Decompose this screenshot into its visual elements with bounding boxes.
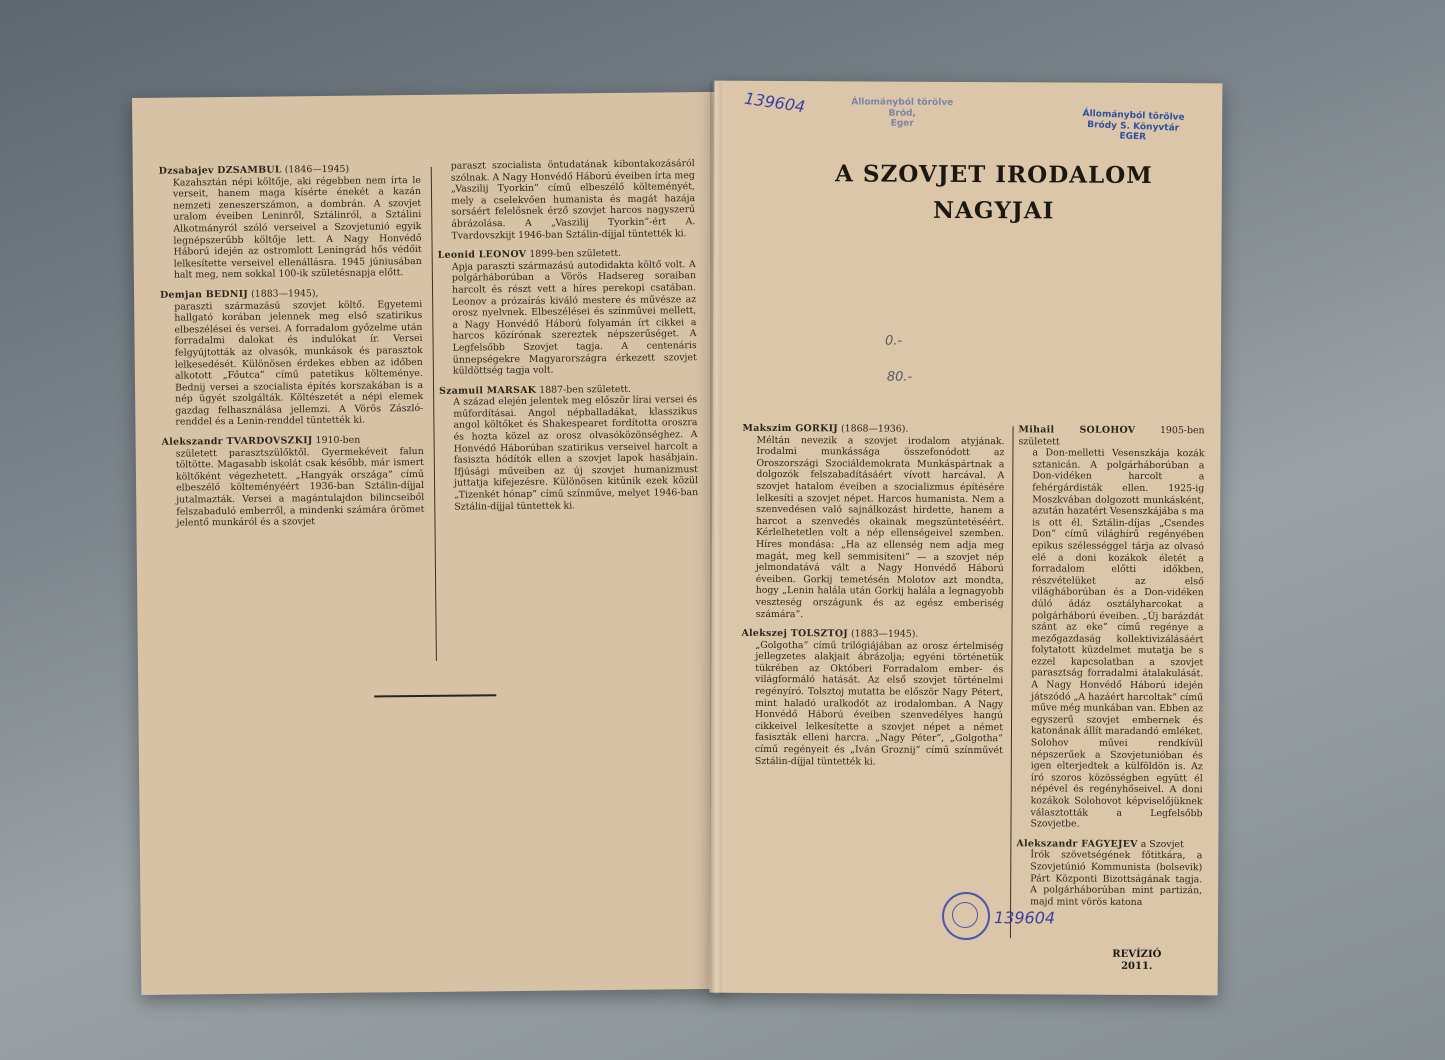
entry-tolsztoj (741, 628, 1004, 768)
entry-name: Mihail SOLOHOV (1018, 424, 1136, 436)
entry-name: Alekszandr FAGYEJEV (1016, 838, 1138, 850)
entry-dates: (1846—1945) (284, 163, 350, 176)
pencil-note: 80.- (886, 369, 913, 385)
entry-dates: 1910-ben (315, 434, 361, 447)
entry-name: Leonid LEONOV (437, 249, 527, 261)
entry-text: a Don-melletti Vesenszkája kozák sztanicán. A polgárháborúban a Don-vidéken harcolt a fehérgárdisták ellen. 1925-ig Moszkvában dolgozott munkásként, azután hazatért Vesenszkájába s ma is ott él. Sztálin-díjas „Csendes Don” című világhírű regényében epikus szélességgel tárja az olvasó elé a doni kozákok életét a forradalom előtti időkben, részvételüket az első világháborúban és a Don-vidéken dúló ádáz osztályharcokat a polgárháború éveiben. „Új barázdát szánt az eke” című regénye a mezőgazdaság kollektivizálásáért folytatott küzdelmet mutatja be s ezzel kapcsolatban a szovjet parasztság forradalmi átalakulását. A Nagy Honvédő Háború idején játszódó „A hazáért harcoltak” című műve még munkában van. Ebben az egyszerű szovjet embernek és katonának állít maradandó emléket. Solohov művei rendkívül népszerűek a Szovjetunióban és igen elterjedtek a külföldön is. Az író szoros közösségben együtt él népével és regényhőseivel. A doni kozákok Solohovot képviselőjüknek választották a Legfelsőbb Szovjetbe. (1030, 447, 1205, 830)
entry-name: Makszim GORKIJ (742, 422, 839, 435)
title-line: NAGYJAI (932, 196, 1055, 225)
stamp-line: EGER (1119, 131, 1147, 143)
entry-text: paraszti származású szovjet költő. Egyetemi hallgató korában jelennek meg első szatirikus elbeszélései és versei. A forradalom győzelme után forradalmi dalokat és indulókat ír. Versei felgyújtották az olvasók, munkások és parasztok lelkesedését. Különösen érdekes ebben az időben alkotott „Főutca” című patetikus költeménye. Bednij versei a szocialista építés korszakában is a nép ügyét szolgálták. Költészetét a népi elemek gazdag felhasználása jellemzi. A Vörös Zászló-renddel és a Lenin-renddel tüntették ki. (174, 298, 424, 429)
entry-dates: a Szovjet (1140, 838, 1184, 850)
entry-dates: (1883—1945). (850, 628, 919, 640)
library-round-stamp (942, 892, 990, 940)
entry-text: született parasztszülőktől. Gyermekéveit falun töltötte. Magasabb iskolát csak később, már ismert költőként végezhetett. „Hangyák országa” című elbeszélő költeményéért 1936-ban Sztálin-díjjal jutalmazták. Versei a magántulajdon bilincseiből felszabaduló emberről, a mindenki számára örömet jelentő munkáról és a szovjet (175, 445, 425, 529)
entry-marsak (439, 383, 698, 513)
entry-dates: 1905-ben született (1018, 425, 1205, 448)
entry-dates: 1887-ben született. (539, 383, 632, 396)
entry-name: Alekszej TOLSZTOJ (741, 627, 849, 640)
entry-text: Kazahsztán népi költője, aki régebben nem írta le verseit, hanem maga kísérte énekét a kazán nemzeti zeneszerszámon, a dombrán. A szovjet uralom éveiben Leninről, Sztálinról, a Sztálini Alkotmányról szóló verseivel a Szovjetunió egyik legnépszerűbb költője lett. A Nagy Honvédő Háború idején az ostromlott Leningrád hős védőit lelkesítette verseivel ellenállásra. 1945 júniusában halt meg, nem sokkal 100-ik születésnapja előtt. (172, 174, 422, 281)
entry-name: Szamuil MARSAK (439, 384, 537, 397)
stamp-line: Bródy S. Könyvtár (1087, 119, 1180, 134)
document-title (784, 156, 1204, 230)
entry-text: paraszt szocialista öntudatának kibontakozásáról szólnak. A Nagy Honvédő Háború éveiben írta meg „Vaszilij Tyorkin” című elbeszélő költeményét, mely a cselekvően humanista és magát hazája sorsáért felelősnek érző szovjet harcos nagyszerű ábrázolása. A „Vaszilij Tyorkin”-ért A. Tvardovszkijt 1946-ban Sztálin-díjjal tüntették ki. (450, 158, 696, 242)
revision-label: REVÍZIÓ (1112, 948, 1162, 961)
entry-name: Dzsabajev DZSAMBUL (158, 164, 282, 177)
column-divider (1010, 426, 1014, 938)
revision-stamp (1102, 949, 1172, 973)
left-page (132, 92, 729, 995)
entry-dates: (1868—1936). (840, 423, 909, 435)
entry-fagyejev (1016, 838, 1202, 909)
entry-solohov (1016, 424, 1204, 831)
title-line: A SZOVJET IRODALOM (835, 160, 1153, 189)
page-fold (710, 82, 722, 994)
faded-stamp-line: Állományból törölve (851, 97, 954, 108)
entry-dates: 1899-ben született. (529, 248, 622, 261)
column-divider (431, 167, 437, 661)
entry-name: Alekszandr TVARDOVSZKIJ (161, 435, 313, 448)
entry-bednij (160, 287, 423, 429)
entry-gorkij (742, 423, 1005, 621)
end-rule (374, 694, 496, 697)
right-column-2 (1016, 424, 1205, 916)
entry-text: „Golgotha” című trilógiájában az orosz értelmiség jellegzetes alakjait ábrázolja; egyéni történetük tükrében az Októberi Forradalom ember- és világformáló hatását. Az első szovjet történelmi regényíró. Tolsztoj mutatta be először Nagy Pétert, mint haladó uralkodót az irodalomban. A Nagy Honvédő Háború éveiben szenvedélyes hangú cikkeivel lelkesítette a szovjet népet a német fasiszták elleni harcra. „Nagy Péter”, „Golgotha” című regényeit és „Iván Groznij” című színművét Sztálin-díjjal tüntették ki. (754, 639, 1004, 768)
faded-stamp (832, 97, 972, 129)
entry-leonov (438, 247, 697, 377)
entry-dates: (1883—1945), (251, 287, 319, 300)
pencil-note: 0.- (884, 333, 903, 349)
entry-tvardovszkij-cont (437, 158, 696, 242)
entry-text: Írók szövetségének főtitkára, a Szovjetúnió Kommunista (bolsevik) Párt Központi Bizottságának tagja. A polgárháborúban mint partizán, majd mint vörös katona (1030, 849, 1203, 908)
revision-year: 2011. (1121, 960, 1153, 972)
entry-text: Méltán nevezik a szovjet irodalom atyjának. Irodalmi munkássága összefonódott az Oroszországi Szociáldemokrata Munkáspártnak a dolgozók felszabadításáért vívott harcával. A szovjet hatalom éveiben a szocializmus építésére lelkesíti a szovjet népet. Harcos humanista. Nem a szenvedésen való sajnálkozást hirdette, hanem a harcot a szenvedés okainak megszüntetéséért. Kérlelhetetlen volt a nép ellenségeivel szemben. Híres mondása: „Ha az ellenség nem adja meg magát, meg kell semmisíteni” — a szovjet nép jelmondatává vált a Nagy Honvédő Háború éveiben. Gorkij temetésén Molotov azt mondta, hogy „Lenin halála után Gorkij halála a legnagyobb veszteség országunk és az egész emberiség számára”. (755, 434, 1005, 620)
entry-tvardovszkij (162, 434, 425, 529)
inventory-number-handwritten: 139604 (743, 88, 807, 117)
round-stamp-number: 139604 (993, 908, 1056, 928)
entry-text: Apja paraszti származású autodidakta költő volt. A polgárháborúban a Vörös Hadsereg soraiban harcolt és részt vett a híres perekopi csatában. Leonov a prózaírás kiváló mestere és művésze az orosz nyelvnek. Elbeszélései és színművei mellett, a Nagy Honvédő Háború folyamán írt cikkei a harcos közírónak szereztek népszerűséget. A Legfelsőbb Szovjet tagja. A centenáris ünnepségekre Magyarországra érkezett szovjet küldöttség tagja volt. (451, 258, 697, 377)
faded-stamp-line: Bród, (888, 108, 916, 119)
left-column-1 (159, 163, 425, 538)
faded-stamp-line: Eger (890, 118, 914, 129)
entry-text: A század elején jelentek meg először lírai versei és műfordításai. Angol népballadákat, klasszikus angol költőket és Shakespearet fordította oroszra és hozta közel az orosz olvasóközönséghez. A Honvédő Háborúban szatirikus verseivel harcolt a fasiszta hódítók ellen a szovjet lapok hasábjain. Ifjúsági műveiben az új szovjet humanizmust juttatja kifejezésre. Különösen kitűnik ezek közül „Tizenkét hónap” című színműve, melyet 1946-ban Sztálin-díjjal tüntettek ki. (453, 394, 699, 513)
right-page (710, 81, 1223, 996)
deletion-stamp (1068, 108, 1199, 145)
right-column-1 (741, 423, 1005, 777)
stamp-line: Állományból törölve (1082, 108, 1185, 123)
entry-dzsambul (159, 163, 422, 282)
entry-name: Demjan BEDNIJ (160, 288, 249, 301)
left-column-2 (437, 158, 699, 521)
